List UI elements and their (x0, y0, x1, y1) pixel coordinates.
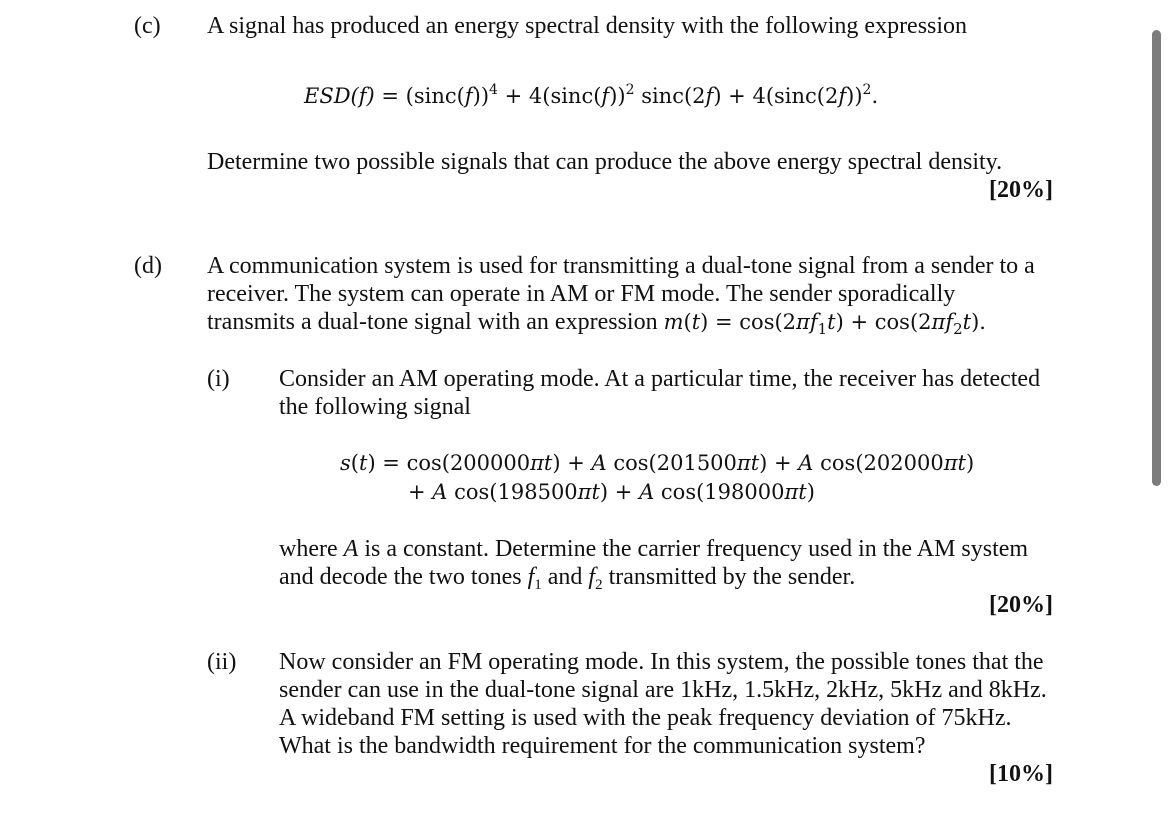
sub-i-label: (i) (207, 366, 230, 392)
sub-ii-line2: sender can use in the dual-tone signal are 1kHz, 1.5kHz, 2kHz, 5kHz and 8kHz. (279, 677, 1047, 703)
sub-ii-label: (ii) (207, 649, 237, 675)
part-c-label: (c) (134, 13, 161, 39)
esd-equation: $ESD(f) = (\sin c(f))^4 + 4(\sin c(f))^2$ $\sin c(2f) + 4(\sin c(2f))^2$. (304, 82, 879, 108)
sub-i-line2: the following signal (279, 394, 471, 420)
part-d-line3: transmits a dual-tone signal with an expression $m(t) = \cos(2\pi f_1t) + \cos(2\pi f_2t)$. (207, 309, 986, 338)
sub-ii-marks: [10%] (989, 761, 1053, 787)
sub-i-line1: Consider an AM operating mode. At a particular time, the receiver has detected (279, 366, 1041, 392)
sub-i-marks: [20%] (989, 592, 1053, 618)
part-c-intro: A signal has produced an energy spectral density with the following expression (207, 13, 968, 39)
sub-ii-line4: What is the bandwidth requirement for the communication system? (279, 733, 926, 759)
dual-tone-expression: $m(t) = \cos(2\pi f_1t) + \cos(2\pi f_2t)$. (663, 310, 986, 338)
am-signal-equation-line2: + A cos(198500πt) + A cos(198000πt) (408, 480, 815, 504)
sub-ii-line3: A wideband FM setting is used with the peak frequency deviation of 75kHz. (279, 705, 1012, 731)
scrollbar-thumb[interactable] (1152, 30, 1161, 486)
part-d-line2: receiver. The system can operate in AM or FM mode. The sender sporadically (207, 281, 956, 307)
esd-lhs: ESD(f) (304, 84, 375, 108)
part-d-line1: A communication system is used for transmitting a dual-tone signal from a sender to a (207, 253, 1035, 279)
sub-ii-line1: Now consider an FM operating mode. In this system, the possible tones that the (279, 649, 1044, 675)
am-signal-equation-line1: s(t) = cos(200000πt) + A cos(201500πt) + A cos(202000πt) (340, 451, 975, 475)
part-c-marks: [20%] (989, 177, 1053, 203)
sub-i-line4: and decode the two tones $f_1$ and $f_2$ transmitted by the sender. (279, 564, 856, 593)
part-d-label: (d) (134, 253, 162, 279)
part-c-question: Determine two possible signals that can produce the above energy spectral density. (207, 149, 1003, 175)
sub-i-line3: where A is a constant. Determine the carrier frequency used in the AM system (279, 536, 1029, 562)
